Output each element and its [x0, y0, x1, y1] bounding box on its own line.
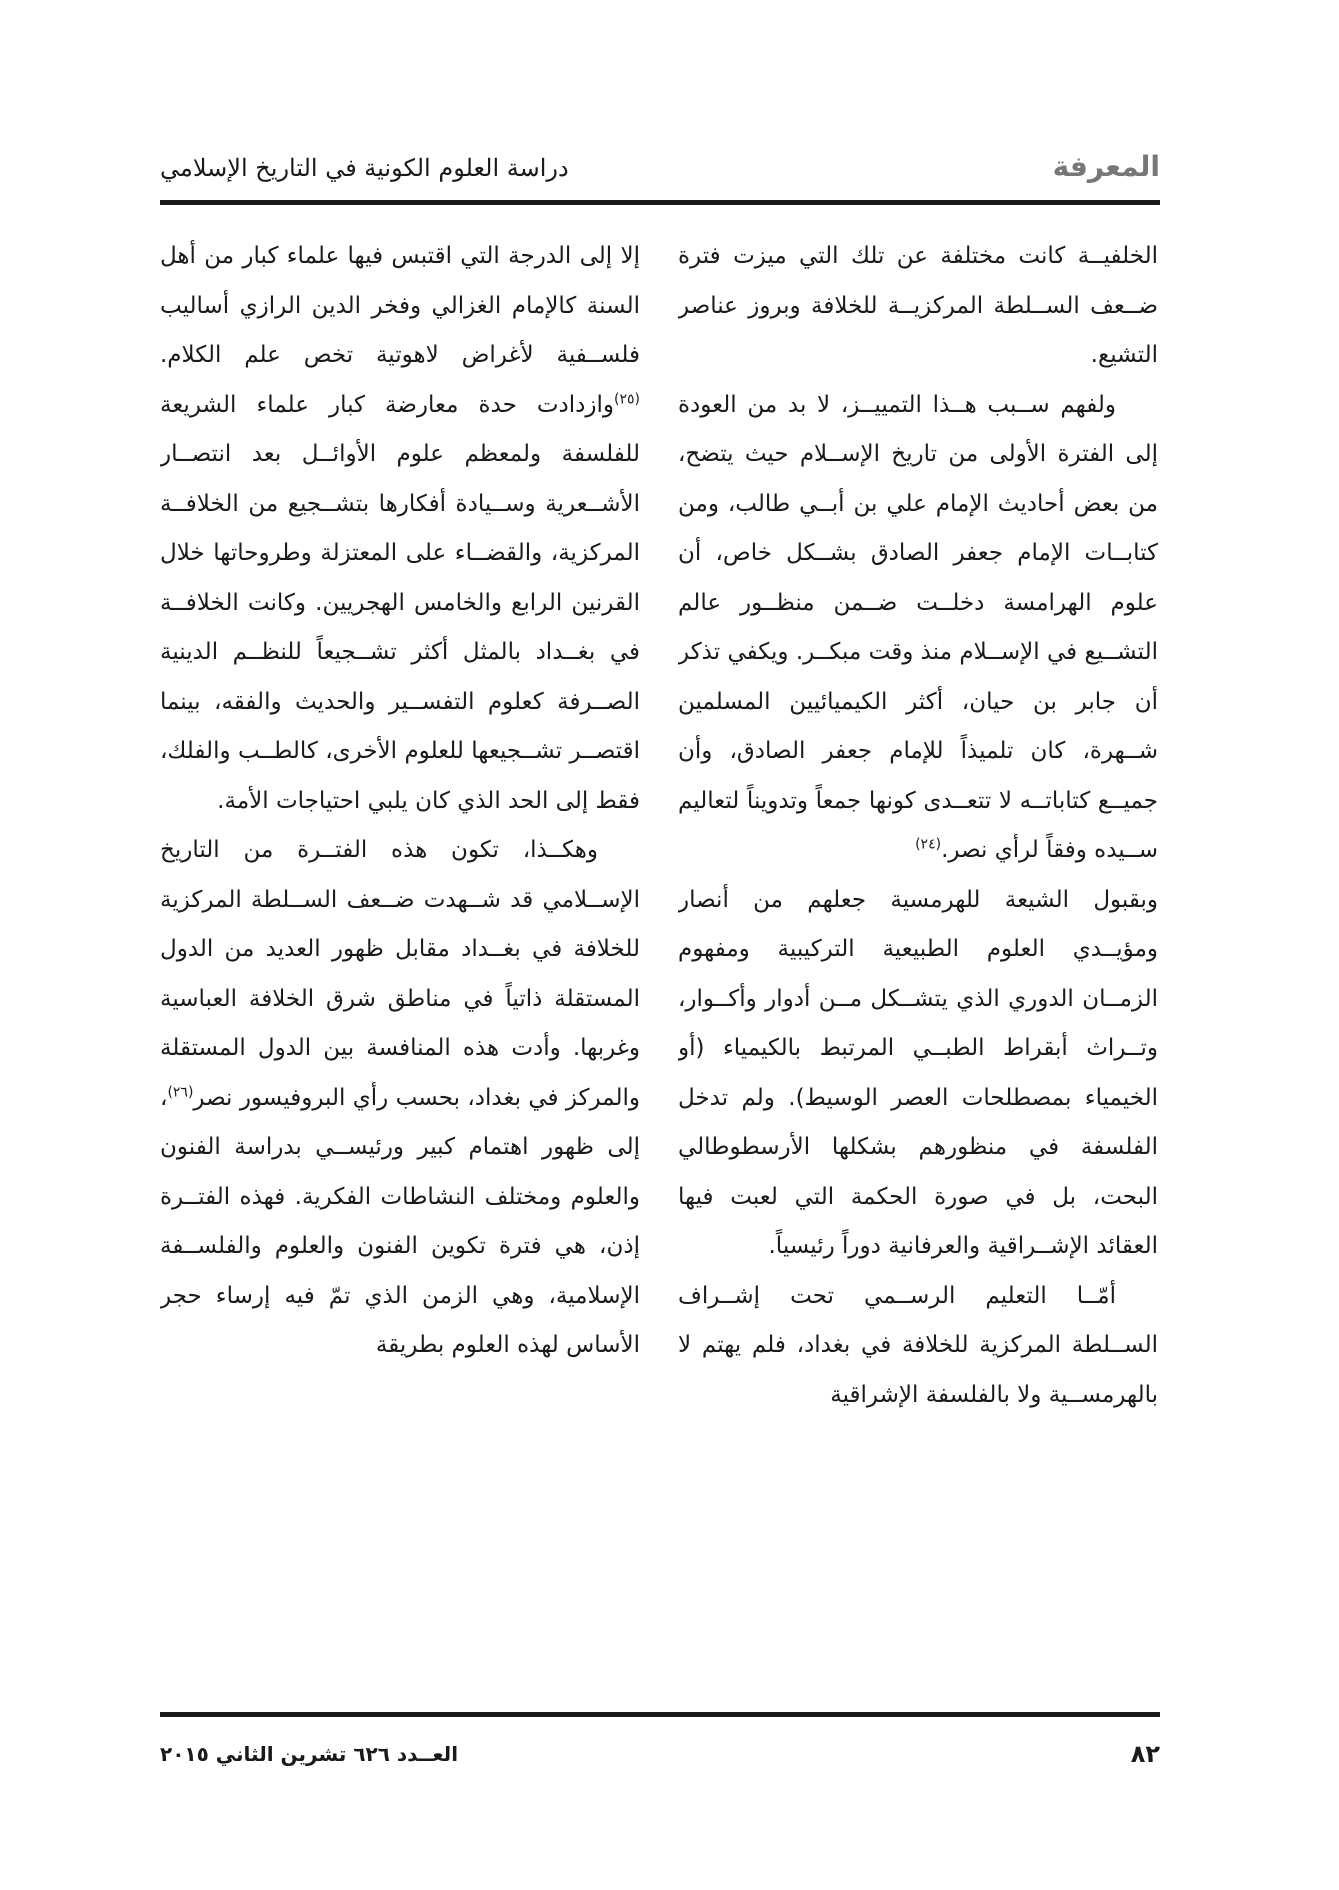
- paragraph: الخلفيــة كانت مختلفة عن تلك التي ميزت فترة ضــعف الســلطة المركزيــة للخلافة وبروز عناصر التشيع.: [678, 243, 1158, 368]
- header-divider: [160, 200, 1160, 205]
- paragraph-text: وهكــذا، تكون هذه الفتــرة من التاريخ الإســلامي قد شــهدت ضــعف الســلطة المركزية للخلافة في بغــداد مقابل ظهور العديد من الدول المستقلة ذاتياً في مناطق شرق الخلافة العباسية وغربها. وأدت هذه المنافسة بين الدول المستقلة والمركز في بغداد، بحسب رأي البروفيسور نصر: [160, 837, 640, 1111]
- footnote-ref-25: (٢٥): [614, 390, 640, 407]
- text-column-left: [160, 232, 640, 1694]
- paragraph: وبقبول الشيعة للهرمسية جعلهم من أنصار ومؤيــدي العلوم الطبيعية التركيبية ومفهوم الزمــان الدوري الذي يتشــكل مــن أدوار وأكــوار، وتــراث أبقراط الطبــي المرتبط بالكيمياء (أو الخيمياء بمصطلحات العصر الوسيط). ولم تدخل الفلسفة في منظورهم بشكلها الأرسطوطالي البحت، بل في صورة الحكمة التي لعبت فيها العقائد الإشــراقية والعرفانية دوراً رئيسياً.: [678, 886, 1158, 1259]
- footnote-ref-26: (٢٦): [167, 1083, 194, 1100]
- paragraph: [160, 232, 640, 826]
- page-number: ٨٢: [1130, 1740, 1160, 1768]
- page-footer: [160, 1740, 1160, 1776]
- paragraph: [160, 826, 640, 1371]
- paragraph-text: إلا إلى الدرجة التي اقتبس فيها علماء كبار من أهل السنة كالإمام الغزالي وفخر الدين الرازي أساليب فلســفية لأغراض لاهوتية تخص علم الكلام.: [160, 243, 640, 368]
- issue-info: العــدد ٦٢٦ تشرين الثاني ٢٠١٥: [160, 1742, 459, 1766]
- paragraph-text: ، إلى ظهور اهتمام كبير ورئيســي بدراسة الفنون والعلوم ومختلف النشاطات الفكرية. فهذه الفتــرة إذن، هي فترة تكوين الفنون والعلوم والفلســفة الإسلامية، وهي الزمن الذي تمّ فيه إرساء حجر الأساس لهذه العلوم بطريقة: [160, 1084, 640, 1358]
- magazine-logo: المعرفة: [1052, 150, 1160, 183]
- paragraph: أمّــا التعليم الرســمي تحت إشــراف الســلطة المركزية للخلافة في بغداد، فلم يهتم لا بالهرمســية ولا بالفلسفة الإشراقية: [678, 1282, 1158, 1408]
- paragraph: [678, 381, 1158, 876]
- paragraph-text: وازدادت حدة معارضة كبار علماء الشريعة للفلسفة ولمعظم علوم الأوائــل بعد انتصــار الأشــعرية وســيادة أفكارها بتشــجيع من الخلافــة المركزية، والقضــاء على المعتزلة وطروحاتها خلال القرنين الرابع والخامس الهجريين. وكانت الخلافــة في بغــداد بالمثل أكثر تشــجيعاً للنظــم الدينية الصــرفة كعلوم التفســير والحديث والفقه، بينما اقتصــر تشــجيعها للعلوم الأخرى، كالطــب والفلك، فقط إلى الحد الذي كان يلبي احتياجات الأمة.: [160, 391, 640, 814]
- page-header: [160, 150, 1160, 196]
- footnote-ref-24: (٢٤): [915, 836, 942, 853]
- text-column-right: [678, 232, 1158, 1694]
- paragraph-text: ولفهم ســبب هــذا التمييــز، لا بد من العودة إلى الفترة الأولى من تاريخ الإســلام حيث يتضح، من بعض أحاديث الإمام علي بن أبــي طالب، ومن كتابــات الإمام جعفر الصادق بشــكل خاص، أن علوم الهرامسة دخلــت ضــمن منظــور عالم التشــيع في الإســلام منذ وقت مبكــر. ويكفي تذكر أن جابر بن حيان، أكثر الكيميائيين المسلمين شــهرة، كان تلميذاً للإمام جعفر الصادق، وأن جميــع كتاباتــه لا تتعــدى كونها جمعاً وتدويناً لتعاليم ســيده وفقاً لرأي نصر.: [678, 391, 1158, 863]
- footer-divider: [160, 1712, 1160, 1717]
- article-title: دراسة العلوم الكونية في التاريخ الإسلامي: [160, 154, 569, 182]
